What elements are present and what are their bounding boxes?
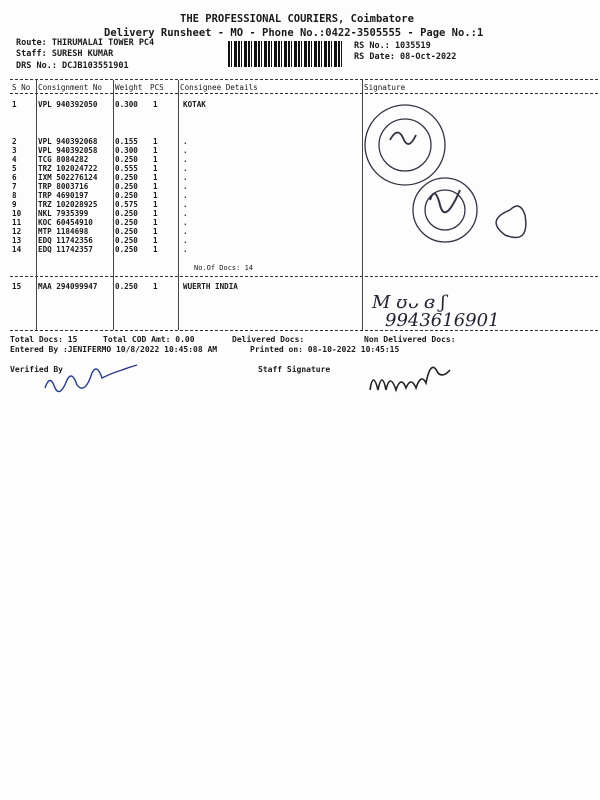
cell-pcs: 1: [153, 227, 158, 236]
cell-sno: 4: [12, 155, 17, 164]
cell-pcs: 1: [153, 155, 158, 164]
cell-cons: MTP 1184698: [38, 227, 89, 236]
cell-details: .: [183, 200, 188, 209]
delivered-docs: Delivered Docs:: [232, 335, 305, 344]
cell-details: .: [183, 173, 188, 182]
cell-cons: KOC 60454910: [38, 218, 93, 227]
cell-details: KOTAK: [183, 100, 206, 109]
divider: [10, 79, 598, 80]
cell-weight: 0.250: [115, 209, 138, 218]
cell-weight: 0.155: [115, 137, 138, 146]
cell-weight: 0.250: [115, 245, 138, 254]
cell-cons: TRP 8003716: [38, 182, 89, 191]
cell-pcs: 1: [153, 218, 158, 227]
divider: [10, 330, 598, 331]
cell-details: .: [183, 164, 188, 173]
cell-sno: 14: [12, 245, 22, 254]
cell-sno: 6: [12, 173, 17, 182]
entered-by: Entered By :JENIFERMO 10/8/2022 10:45:08 AM: [10, 345, 218, 354]
cell-sno: 8: [12, 191, 17, 200]
receiver-signature: M ʊᴗ ɞ ʃ: [372, 292, 446, 313]
verifier-signature: [40, 358, 150, 398]
cell-details: .: [183, 137, 188, 146]
cell-weight: 0.250: [115, 282, 138, 291]
company-title: THE PROFESSIONAL COURIERS, Coimbatore: [180, 13, 414, 25]
printed-on: Printed on: 08-10-2022 10:45:15: [250, 345, 400, 354]
rs-date: RS Date: 08-Oct-2022: [354, 52, 457, 62]
cell-cons: EDQ 11742356: [38, 236, 93, 245]
column-line: [113, 80, 114, 330]
cell-weight: 0.555: [115, 164, 138, 173]
cell-details: .: [183, 209, 188, 218]
cell-details: .: [183, 146, 188, 155]
cell-sno: 1: [12, 100, 17, 109]
rs-number: RS No.: 1035519: [354, 41, 431, 51]
barcode: [228, 41, 343, 67]
cell-pcs: 1: [153, 173, 158, 182]
col-consignee: Consignee Details: [180, 83, 258, 92]
staff-signature-label: Staff Signature: [258, 365, 331, 374]
non-delivered-docs: Non Delivered Docs:: [364, 335, 456, 344]
cell-details: .: [183, 245, 188, 254]
col-consignment: Consignment No: [38, 83, 103, 92]
cell-cons: TRZ 102024722: [38, 164, 98, 173]
cell-weight: 0.250: [115, 173, 138, 182]
total-docs: Total Docs: 15: [10, 335, 78, 344]
cell-details: .: [183, 191, 188, 200]
column-line: [36, 80, 37, 330]
column-line: [178, 80, 179, 330]
handwritten-phone: 9943616901: [385, 310, 500, 331]
cell-pcs: 1: [153, 137, 158, 146]
cell-cons: TRP 4690197: [38, 191, 89, 200]
cell-cons: VPL 940392050: [38, 100, 98, 109]
cell-pcs: 1: [153, 182, 158, 191]
cell-sno: 12: [12, 227, 22, 236]
cell-weight: 0.250: [115, 227, 138, 236]
cell-pcs: 1: [153, 146, 158, 155]
cell-pcs: 1: [153, 200, 158, 209]
cell-weight: 0.300: [115, 100, 138, 109]
cell-weight: 0.250: [115, 236, 138, 245]
cell-details: WUERTH INDIA: [183, 282, 238, 291]
cell-details: .: [183, 218, 188, 227]
cell-sno: 13: [12, 236, 22, 245]
cell-cons: NKL 7935399: [38, 209, 89, 218]
cell-sno: 11: [12, 218, 22, 227]
cell-pcs: 1: [153, 191, 158, 200]
cell-details: .: [183, 227, 188, 236]
col-sno: S No: [12, 83, 31, 92]
cell-weight: 0.575: [115, 200, 138, 209]
cell-details: .: [183, 236, 188, 245]
col-signature: Signature: [364, 83, 406, 92]
cell-sno: 10: [12, 209, 22, 218]
cell-pcs: 1: [153, 100, 158, 109]
cell-sno: 2: [12, 137, 17, 146]
cell-details: .: [183, 155, 188, 164]
cell-weight: 0.250: [115, 191, 138, 200]
cell-pcs: 1: [153, 209, 158, 218]
cell-weight: 0.250: [115, 218, 138, 227]
cell-pcs: 1: [153, 164, 158, 173]
verified-by-label: Verified By: [10, 365, 63, 374]
cell-cons: TCG 8084282: [38, 155, 89, 164]
total-cod: Total COD Amt: 0.00: [103, 335, 195, 344]
staff: Staff: SURESH KUMAR: [16, 49, 114, 59]
divider: [10, 93, 598, 94]
drs-number: DRS No.: DCJB103551901: [16, 61, 129, 71]
cell-sno: 5: [12, 164, 17, 173]
cell-cons: VPL 940392068: [38, 137, 98, 146]
company-stamp: [360, 100, 560, 260]
col-weight: Weight: [115, 83, 143, 92]
cell-pcs: 1: [153, 282, 158, 291]
col-pcs: PCS: [150, 83, 164, 92]
cell-cons: VPL 940392058: [38, 146, 98, 155]
staff-signature: [365, 360, 475, 400]
cell-sno: 15: [12, 282, 22, 291]
cell-cons: EDQ 11742357: [38, 245, 93, 254]
runsheet-subtitle: Delivery Runsheet - MO - Phone No.:0422-3505555 - Page No.:1: [104, 27, 484, 39]
cell-pcs: 1: [153, 245, 158, 254]
cell-sno: 3: [12, 146, 17, 155]
cell-details: .: [183, 182, 188, 191]
cell-weight: 0.300: [115, 146, 138, 155]
cell-sno: 9: [12, 200, 17, 209]
cell-pcs: 1: [153, 236, 158, 245]
cell-cons: TRZ 102028925: [38, 200, 98, 209]
cell-weight: 0.250: [115, 182, 138, 191]
cell-cons: IXM 502276124: [38, 173, 98, 182]
route: Route: THIRUMALAI TOWER PC4: [16, 38, 155, 48]
divider: [10, 276, 598, 277]
cell-weight: 0.250: [115, 155, 138, 164]
cell-cons: MAA 294099947: [38, 282, 98, 291]
cell-sno: 7: [12, 182, 17, 191]
no-of-docs: No.Of Docs: 14: [194, 264, 254, 272]
